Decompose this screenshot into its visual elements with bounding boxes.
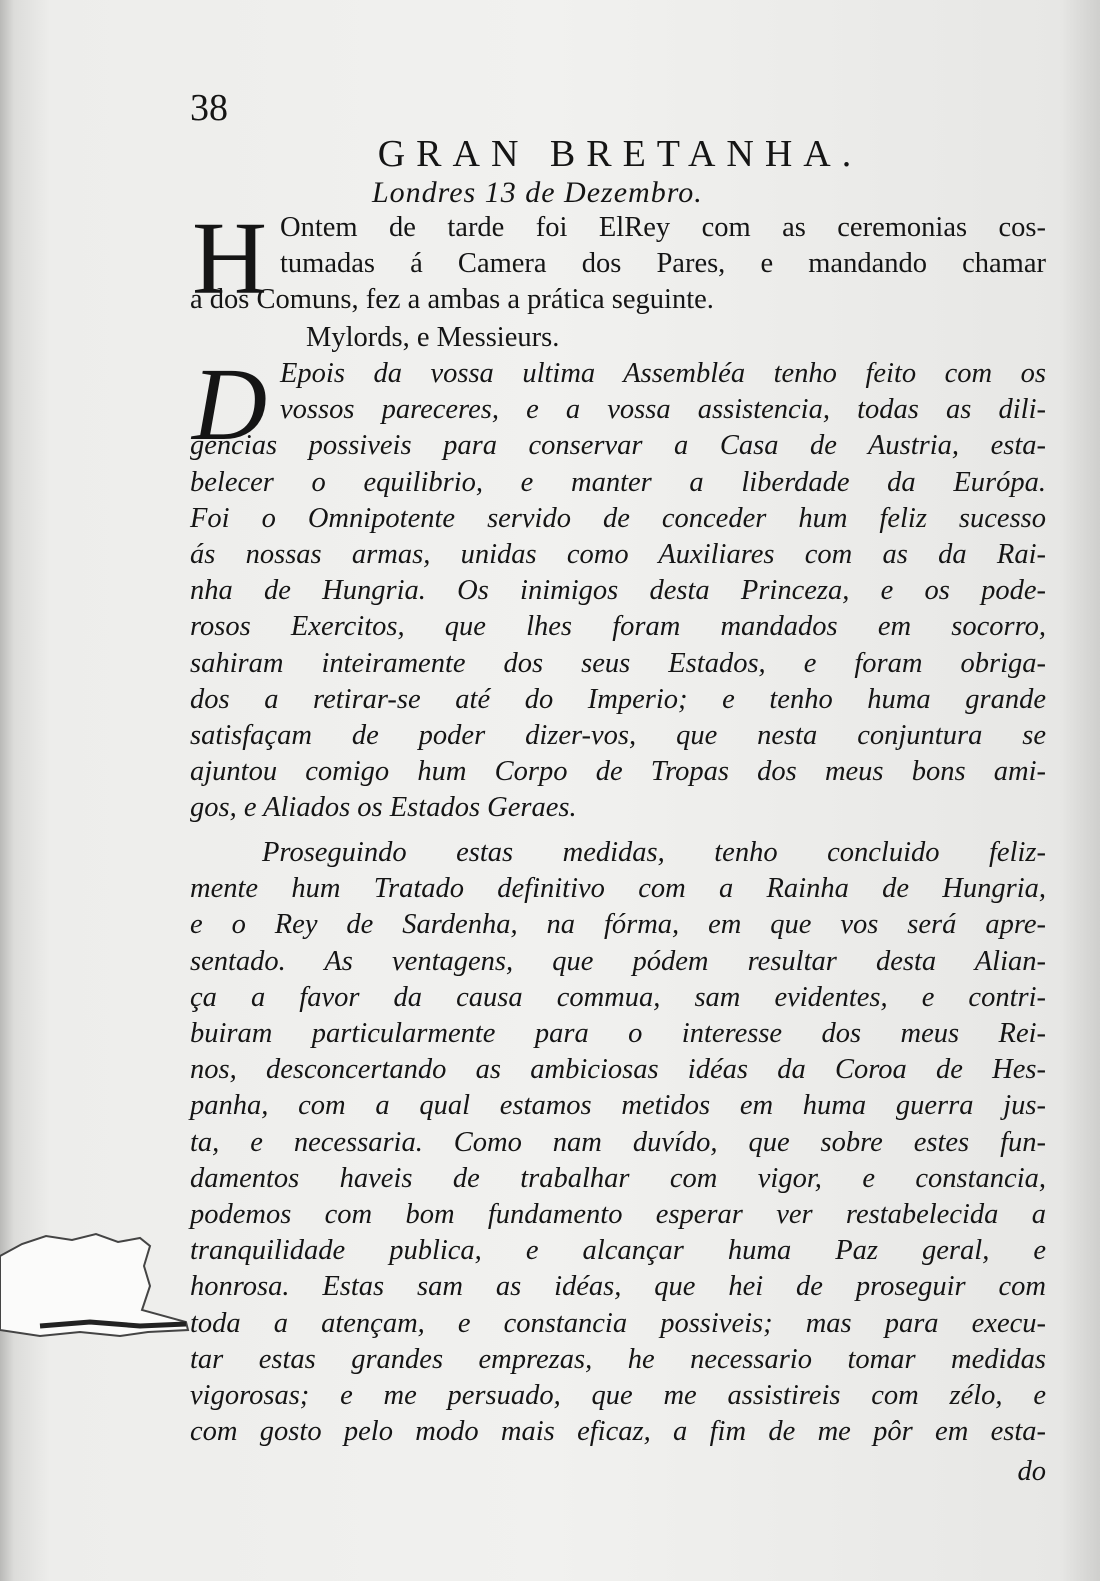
text-line: damentos haveis de trabalhar com vigor, e constancia,: [190, 1162, 1046, 1194]
paragraph-1: [190, 201, 1046, 319]
text-line: ta, e necessaria. Como nam duvído, que sobre estes fun-: [190, 1126, 1046, 1158]
page-number: 38: [190, 87, 228, 129]
text-line: tranquilidade publica, e alcançar huma Paz geral, e: [190, 1235, 1046, 1267]
drop-cap-d: D: [192, 347, 268, 462]
drop-cap-h: H: [192, 201, 268, 316]
text-line: Epois da vossa ultima Assembléa tenho feito com os: [280, 358, 1046, 389]
text-line: honrosa. Estas sam as idéas, que hei de proseguir com: [190, 1271, 1046, 1303]
text-line: Foi o Omnipotente servido de conceder hum feliz sucesso: [190, 502, 1046, 534]
text-line: podemos com bom fundamento esperar ver restabelecida a: [190, 1199, 1046, 1231]
text-line: vigorosas; e me persuado, que me assistireis com zélo, e: [190, 1380, 1046, 1412]
section-title: GRAN BRETANHA.: [377, 133, 863, 175]
text-line: gencias possiveis para conservar a Casa de Austria, esta-: [190, 430, 1046, 462]
text-line: com gosto pelo modo mais eficaz, a fim de me pôr em esta-: [190, 1416, 1046, 1448]
text-line: panha, com a qual estamos metidos em huma guerra jus-: [190, 1090, 1046, 1122]
text-line: satisfaçam de poder dizer-vos, que nesta conjuntura se: [190, 720, 1046, 752]
text-line: Ontem de tarde foi ElRey com as ceremonias cos-: [280, 212, 1046, 243]
text-line: ajuntou comigo hum Corpo de Tropas dos meus bons ami-: [190, 756, 1046, 788]
text-line: nos, desconcertando as ambiciosas idéas da Coroa de Hes-: [190, 1054, 1046, 1086]
torn-paper-edge: [0, 1226, 190, 1346]
dateline: Londres 13 de Dezembro.: [372, 176, 703, 209]
text-line: ça a favor da causa commua, sam evidentes, e contri-: [190, 981, 1046, 1013]
text-line: nha de Hungria. Os inimigos desta Princeza, e os pode-: [190, 575, 1046, 607]
text-line: Proseguindo estas medidas, tenho concluido feliz-: [262, 837, 1046, 868]
salutation: Mylords, e Messieurs.: [306, 322, 560, 353]
text-line: tumadas á Camera dos Pares, e mandando chamar: [280, 248, 1046, 280]
text-line: tar estas grandes emprezas, he necessario tomar medidas: [190, 1343, 1046, 1375]
text-line: a dos Comuns, fez a ambas a prática seguinte.: [190, 284, 714, 316]
catchword: do: [1017, 1456, 1046, 1487]
paragraph-2: [190, 347, 1046, 827]
text-line: dos a retirar-se até do Imperio; e tenho huma grande: [190, 683, 1046, 715]
text-line: e o Rey de Sardenha, na fórma, em que vos será apre-: [190, 909, 1046, 941]
text-line: sentado. As ventagens, que pódem resultar desta Alian-: [190, 945, 1046, 977]
text-line: mente hum Tratado definitivo com a Rainha de Hungria,: [190, 873, 1046, 905]
text-line: rosos Exercitos, que lhes foram mandados em socorro,: [190, 611, 1046, 643]
text-line: gos, e Aliados os Estados Geraes.: [190, 792, 577, 824]
paragraph-3: [190, 835, 1046, 1450]
text-line: toda a atençam, e constancia possiveis; mas para execu-: [190, 1307, 1046, 1339]
text-line: vossos pareceres, e a vossa assistencia, todas as dili-: [280, 394, 1046, 426]
text-line: ás nossas armas, unidas como Auxiliares com as da Rai-: [190, 539, 1046, 571]
text-line: buiram particularmente para o interesse dos meus Rei-: [190, 1018, 1046, 1050]
text-line: sahiram inteiramente dos seus Estados, e foram obriga-: [190, 647, 1046, 679]
text-line: belecer o equilibrio, e manter a liberdade da Európa.: [190, 466, 1046, 498]
